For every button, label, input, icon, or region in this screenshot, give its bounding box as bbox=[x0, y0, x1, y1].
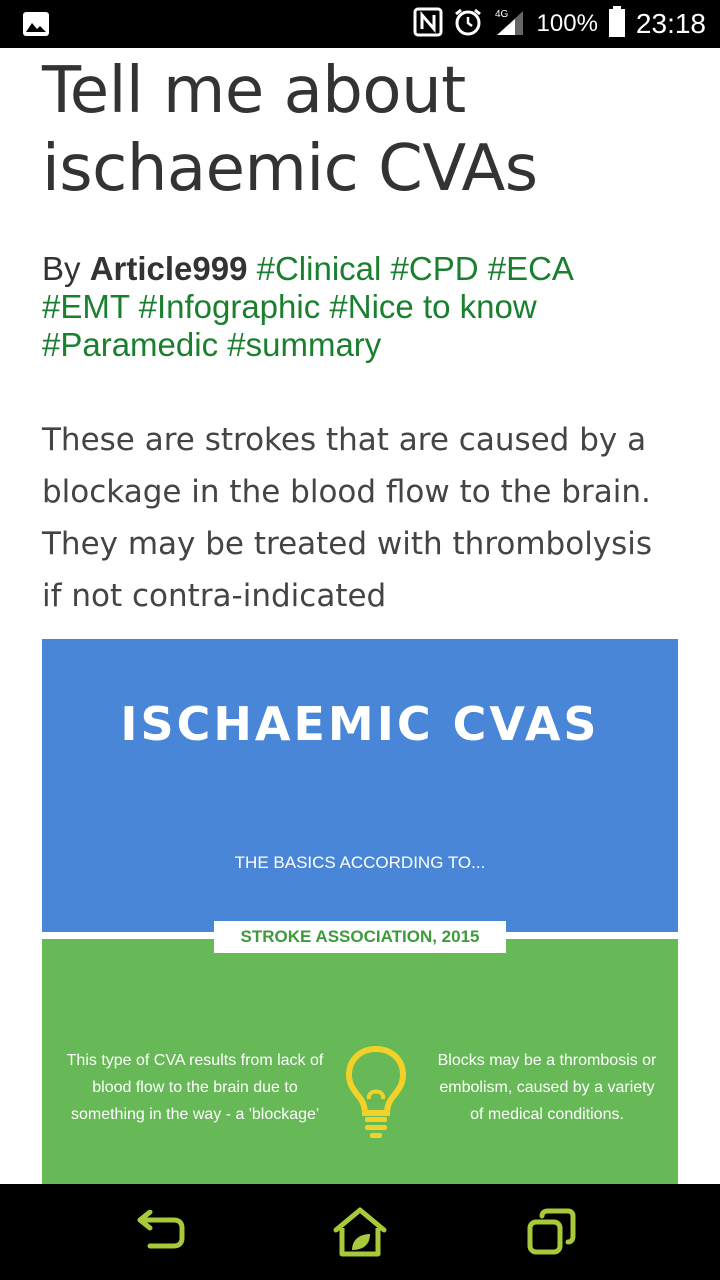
right-text-line-2: embolism, caused by a variety bbox=[439, 1079, 655, 1096]
recent-apps-button[interactable] bbox=[522, 1202, 582, 1262]
page-title bbox=[42, 52, 678, 208]
article-meta bbox=[42, 250, 678, 364]
clock: 23:18 bbox=[635, 8, 706, 39]
title-line-1: Tell me about bbox=[42, 54, 466, 128]
nfc-icon bbox=[413, 7, 443, 42]
right-text-line-1: Blocks may be a thrombosis or bbox=[437, 1052, 657, 1069]
by-label: By bbox=[42, 250, 81, 287]
tag-nice-to-know[interactable]: #Nice to know bbox=[329, 288, 537, 325]
intro-line-4: if not contra-indicated bbox=[42, 578, 387, 614]
status-bar bbox=[0, 0, 720, 48]
title-line-2: ischaemic CVAs bbox=[42, 132, 538, 206]
infographic-image[interactable] bbox=[42, 639, 678, 1185]
battery-percent: 100% bbox=[536, 10, 598, 37]
tag-paramedic[interactable]: #Paramedic bbox=[42, 326, 219, 363]
tag-eca[interactable]: #ECA bbox=[487, 250, 574, 287]
recent-apps-icon bbox=[526, 1206, 578, 1258]
back-button[interactable] bbox=[130, 1202, 190, 1262]
svg-text:4G: 4G bbox=[494, 8, 508, 20]
tag-infographic[interactable]: #Infographic bbox=[138, 288, 321, 325]
back-icon bbox=[134, 1210, 186, 1254]
intro-paragraph bbox=[42, 414, 678, 622]
battery-icon bbox=[608, 6, 626, 43]
lightbulb-icon bbox=[341, 1043, 411, 1139]
infographic-header-panel bbox=[42, 639, 678, 932]
infographic-right-text bbox=[428, 1047, 666, 1128]
author-link[interactable]: Article999 bbox=[89, 250, 248, 287]
home-button[interactable] bbox=[330, 1202, 390, 1262]
navigation-bar bbox=[0, 1184, 720, 1280]
intro-line-3: They may be treated with thrombolysis bbox=[42, 526, 653, 562]
infographic-left-text bbox=[56, 1047, 334, 1128]
right-text-line-3: of medical conditions. bbox=[470, 1106, 624, 1123]
intro-line-1: These are strokes that are caused by a bbox=[42, 422, 647, 458]
alarm-icon bbox=[453, 7, 483, 42]
home-icon bbox=[332, 1206, 388, 1258]
tag-clinical[interactable]: #Clinical bbox=[256, 250, 382, 287]
infographic-source-badge: STROKE ASSOCIATION, 2015 bbox=[214, 921, 506, 953]
tag-summary[interactable]: #summary bbox=[227, 326, 382, 363]
intro-line-2: blockage in the blood flow to the brain. bbox=[42, 474, 651, 510]
left-text-line-3: something in the way - a 'blockage' bbox=[70, 1106, 320, 1123]
infographic-title: ISCHAEMIC CVAS bbox=[120, 697, 600, 751]
signal-icon bbox=[493, 7, 527, 42]
article bbox=[42, 48, 678, 622]
gallery-notification-icon bbox=[22, 11, 50, 42]
left-text-line-2: blood flow to the brain due to bbox=[92, 1079, 298, 1096]
tag-cpd[interactable]: #CPD bbox=[390, 250, 479, 287]
infographic-subtitle: THE BASICS ACCORDING TO... bbox=[234, 853, 486, 872]
tag-emt[interactable]: #EMT bbox=[42, 288, 130, 325]
left-text-line-1: This type of CVA results from lack of bbox=[66, 1052, 324, 1069]
